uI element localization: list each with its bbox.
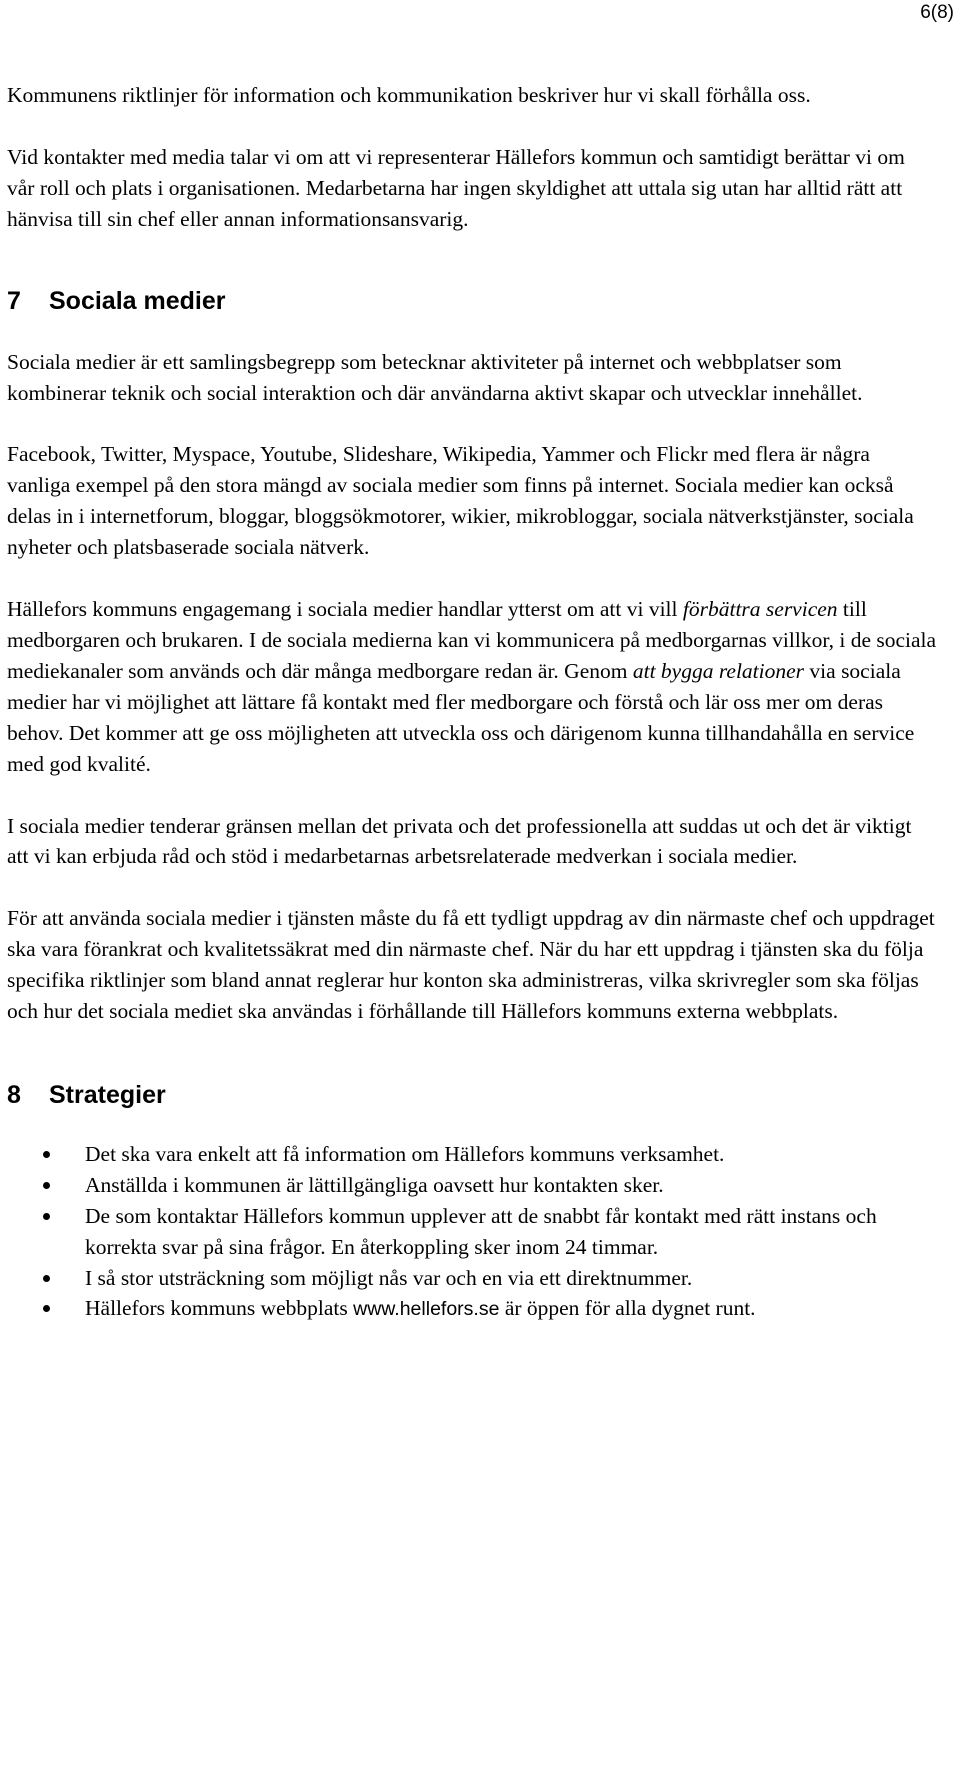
section-title: Sociala medier — [49, 286, 226, 315]
list-item-text: I så stor utsträckning som möjligt nås var och en via ett direktnummer. — [85, 1265, 693, 1290]
list-item — [7, 1201, 937, 1263]
list-item-text: De som kontaktar Hällefors kommun upplever att de snabbt får kontakt med rätt instans och korrekta svar på sina frågor. En återkoppling sker inom 24 timmar. — [85, 1203, 877, 1259]
sociala-medier-paragraph-5: För att använda sociala medier i tjänsten måste du få ett tydligt uppdrag av din närmaste chef och uppdraget ska vara förankrat och kvalitetssäkrat med din närmaste chef. När du har ett uppdrag i tjänsten ska du följa specifika riktlinjer som bland annat reglerar hur konton ska administreras, vilka skrivregler som ska följas och hur det sociala mediet ska användas i förhållande till Hällefors kommuns externa webbplats. — [7, 906, 935, 1024]
section-heading-sociala-medier — [7, 285, 937, 317]
intro-paragraph-2: Vid kontakter med media talar vi om att vi representerar Hällefors kommun och samtidigt berättar vi om vår roll och plats i organisationen. Medarbetarna har ingen skyldighet att uttala sig utan har alltid rätt att hänvisa till sin chef eller annan informationsansvarig. — [7, 144, 905, 231]
section-number: 8 — [7, 1080, 21, 1109]
list-item-text: Hällefors kommuns webbplats — [85, 1296, 354, 1321]
bullet-icon — [43, 1305, 50, 1312]
strategy-list — [7, 1139, 937, 1325]
emphasis-text: att bygga relationer — [632, 658, 805, 683]
text-run: Hällefors kommuns engagemang i sociala medier handlar ytterst om att vi vill — [7, 597, 683, 622]
list-item — [7, 1263, 937, 1294]
sociala-medier-paragraph-1: Sociala medier är ett samlingsbegrepp som betecknar aktiviteter på internet och webbplatser som kombinerar teknik och social interaktion och där användarna aktivt skapar och utvecklar innehållet. — [7, 349, 863, 405]
sociala-medier-paragraph-4: I sociala medier tenderar gränsen mellan det privata och det professionella att suddas ut och det är viktigt att vi kan erbjuda råd och stöd i medarbetarnas arbetsrelaterade medverkan i sociala medier. — [7, 813, 912, 869]
page-number: 6(8) — [920, 2, 954, 23]
sociala-medier-paragraph-3 — [7, 594, 937, 779]
list-item — [7, 1139, 937, 1170]
bullet-icon — [43, 1213, 50, 1220]
list-item-text: Det ska vara enkelt att få information om Hällefors kommuns verksamhet. — [85, 1141, 725, 1166]
section-title: Strategier — [49, 1080, 166, 1109]
list-item — [7, 1170, 937, 1201]
bullet-icon — [43, 1151, 50, 1158]
text-run: via sociala medier har vi möjlighet att lättare få kontakt med fler medborgare och förstå och lär oss mer om deras behov. Det kommer att ge oss möjligheten att utveckla oss och därigenom kunna tillhandahålla en service med god kvalité. — [7, 658, 915, 776]
emphasis-text: förbättra servicen — [682, 597, 838, 622]
section-heading-strategier — [7, 1079, 937, 1111]
intro-paragraph-1: Kommunens riktlinjer för information och kommunikation beskriver hur vi skall förhålla oss. — [7, 83, 811, 107]
list-item-text: är öppen för alla dygnet runt. — [499, 1296, 756, 1321]
list-item — [7, 1293, 937, 1325]
bullet-icon — [43, 1182, 50, 1189]
document-body — [7, 80, 937, 1325]
text-run: till medborgaren och brukaren. I de sociala medierna kan vi kommunicera på medborgarnas villkor, i de sociala mediekanaler som används och där många medborgare redan är. Genom — [7, 597, 937, 683]
bullet-icon — [43, 1275, 50, 1282]
section-number: 7 — [7, 286, 21, 315]
list-item-text: Anställda i kommunen är lättillgängliga oavsett hur kontakten sker. — [85, 1172, 664, 1197]
sociala-medier-paragraph-2: Facebook, Twitter, Myspace, Youtube, Slideshare, Wikipedia, Yammer och Flickr med flera är några vanliga exempel på den stora mängd av sociala medier som finns på internet. Sociala medier kan också delas in i internetforum, bloggar, bloggsökmotorer, wikier, mikrobloggar, sociala nätverkstjänster, sociala nyheter och platsbaserade sociala nätverk. — [7, 442, 914, 560]
website-link[interactable]: www.hellefors.se — [353, 1298, 500, 1321]
